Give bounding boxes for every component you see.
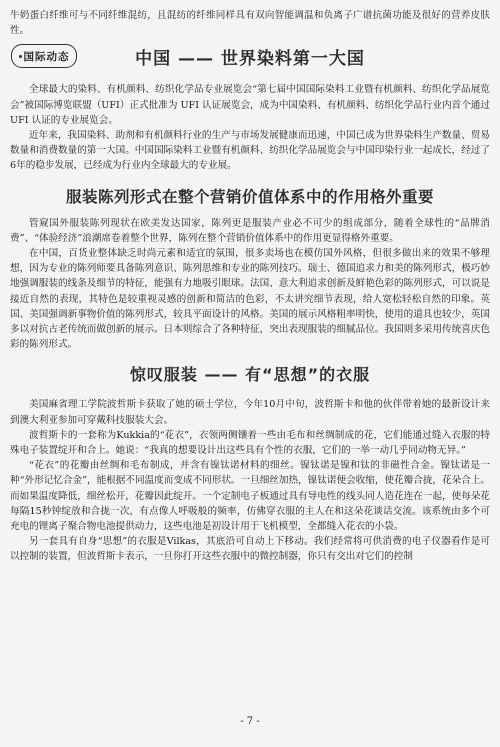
section-3-paragraph-4: 另一套具有自身“思想”的衣服是Vilkas，其底沿可自动上下移动。我们经常将可供消费的电子仪器看作是可以控制的装置，但波哲斯卡表示，一旦你打开这些衣服中的微控制器，你只有交出对它们的控制: [10, 536, 490, 563]
section-1-title: 中国 —— 世界染料第一大国: [135, 49, 365, 70]
section-2-paragraph-1: 管窥国外服装陈列现状在欧美发达国家，陈列更是服装产业必不可少的组成部分，随着全球性的“品牌消费”、“体验经济”浪潮席卷着整个世界，陈列在整个营销价值体系中的作用更显得格外重要。: [10, 217, 490, 244]
section-2-paragraph-2: 在中国，百货业整体缺乏时尚元素和适宜的氛围，很多卖场也在模仿国外风格，但很多做出来的效果不够理想，因为专业的陈列师要具备陈列意识、陈列思维和专业的陈列技巧。瑞士、德国追求力和美的陈列形式，极巧妙地强调服装的线条及细节的特征，能强有力地吸引眼球。法国、意大利追求创新及鲜艳色彩的陈列形式，可以说是接近自然的表现，其特色是较重视灵感的创新和简洁的色彩，不太讲究细节表现，给人宽松轻松自然的印象。英国、美国强调新事物价值的陈列形式，较具平面设计的风格。美国的展示风格粗率明快，使用的道具也较少，英国多以对抗古老传统而做创新的展示。日本则综合了各种特征，突出表现服装的细腻品位。我国则多采用传统喜庆色彩的陈列形式。: [10, 248, 490, 351]
section-2-title: 服装陈列形式在整个营销价值体系中的作用格外重要: [65, 187, 434, 206]
intro-paragraph: 牛奶蛋白纤维可与不同纤维混纺，且混纺的纤维同样具有双向智能调温和负离子广谱抗菌功能及很好的营养皮肤性。: [10, 10, 490, 37]
news-banner: [10, 42, 490, 76]
badge-label: 国际动态: [23, 50, 70, 63]
section-3-paragraph-3: “花衣”的花瓣由丝绸和毛布制成，并含有镍钛诺材料的细丝。镍钛诺是镍和钛的非磁性合金。镍钛诺是一种“外形记忆合金”，能根据不同温度而变成不同形状。一旦细丝加热，镍钛诺便会收缩，使花瓣合拢，花朵合上。而如果温度降低，细丝松开，花瓣因此绽开。一个定制电子板通过具有导电性的线头同人造花连在一起，使每朵花每隔15秒钟绽放和合拢一次，有点像人呼吸般的频率，仿佛穿衣服的主人在和这朵花谈话交流。该系统由多个可充电的锂离子聚合物电池提供动力，这些电池是初设计用于飞机模型，全都缝入花衣的小袋。: [10, 460, 490, 533]
section-3-paragraph-2: 波哲斯卡的一套称为Kukkia的“花衣”，衣领两侧镶着一些由毛布和丝绸制成的花，它们能通过缝入衣服的特殊电子装置绽开和合上。她说：“我真的想要设计出这些具有个性的衣服，它们的一举一动几乎同动物无异。”: [10, 429, 490, 457]
page-number: - 7 -: [240, 716, 260, 727]
section-3-paragraph-1: 美国麻省理工学院波哲斯卡获取了她的硕士学位，今年10月中旬，波哲斯卡和他的伙伴带着她的最新设计来到澳大利亚参加可穿戴科技服装大会。: [10, 399, 490, 426]
section-1-paragraph-2: 近年来，我国染料、助剂和有机颜料行业的生产与市场发展健康而迅速，中国已成为世界染料生产数量、贸易数量和消费数量的第一大国。中国国际染料工业暨有机颜料、纺织化学品展览会与中国印染行业一起成长，经过了6年的稳步发展，已经成为行业内全球最大的专业展。: [10, 130, 490, 172]
section-1-paragraph-1: 全球最大的染料、有机颜料、纺织化学品专业展览会“第七届中国国际染料工业暨有机颜料、纺织化学品展览会”被国际博览联盟（UFI）正式批准为 UFI 认证展览会，成为中国染料、有机颜料、纺织化学品行业内首个通过 UFI 认证的专业展览会。: [10, 84, 490, 126]
section-3-title: 惊叹服装 —— 有“思想”的衣服: [129, 365, 371, 385]
